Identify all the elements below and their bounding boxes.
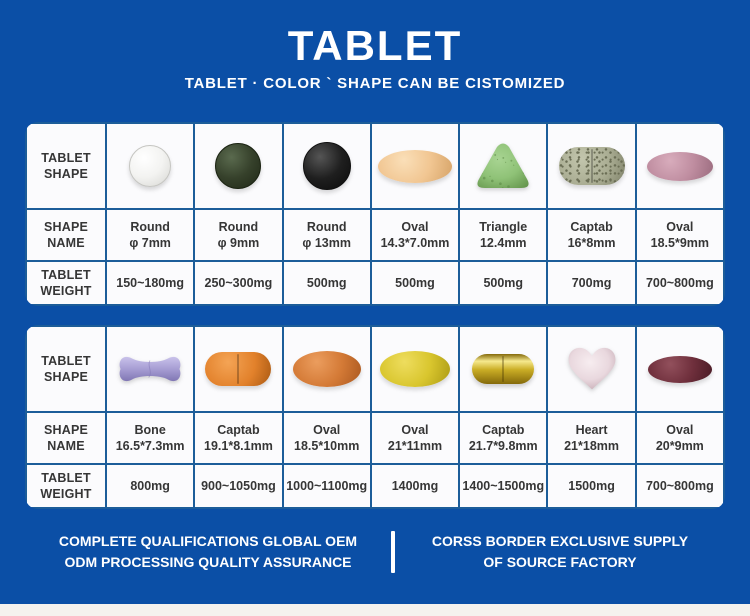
name-cell — [284, 413, 370, 463]
row-label-line: SHAPE — [43, 370, 89, 384]
row-label-line: NAME — [47, 439, 85, 453]
shape-name-line: φ 9mm — [217, 236, 260, 250]
weight-cell: 700~800mg — [637, 465, 723, 507]
shape-name-line: Oval — [313, 422, 341, 437]
page-title: TABLET — [287, 22, 463, 69]
footer-right-line1: CORSS BORDER EXCLUSIVE SUPPLY — [431, 533, 689, 549]
shape-name-line: 18.5*9mm — [650, 236, 710, 250]
weight-cell: 1000~1100mg — [284, 465, 370, 507]
shape-name-line: Triangle — [479, 219, 528, 234]
weight-cell: 500mg — [284, 262, 370, 304]
pill-triangle — [475, 141, 531, 191]
shape-name-line: Round — [130, 219, 170, 234]
name-cell — [195, 413, 281, 463]
table-row-shape — [27, 124, 723, 208]
shape-name-line: Round — [306, 219, 347, 234]
shape-name-line: Oval — [666, 422, 694, 437]
shape-cell — [107, 327, 193, 411]
pill-captab — [559, 147, 625, 185]
footer-right-text — [395, 531, 725, 573]
weight-cell: 1400~1500mg — [460, 465, 546, 507]
pill-bone — [118, 352, 182, 386]
pill-oval — [293, 351, 361, 387]
shape-name-line: Heart — [575, 422, 608, 437]
pill-capsule — [472, 354, 534, 384]
name-cell — [460, 413, 546, 463]
weight-cell: 1500mg — [548, 465, 634, 507]
page-subtitle: TABLET · COLOR ` SHAPE CAN BE CISTOMIZED — [184, 75, 566, 92]
shape-name-line: Bone — [134, 422, 166, 437]
row-label-line: SHAPE — [43, 167, 89, 181]
row-label-line: TABLET — [41, 267, 91, 282]
shape-name-line: 18.5*10mm — [294, 439, 360, 453]
pill-round — [303, 142, 351, 190]
weight-cell: 700~800mg — [637, 262, 723, 304]
name-cell — [107, 210, 193, 260]
shape-name-line: 20*9mm — [655, 439, 704, 453]
row-label-weight — [27, 262, 105, 304]
shape-cell — [548, 327, 634, 411]
weight-cell: 150~180mg — [107, 262, 193, 304]
row-label-line: SHAPE — [43, 219, 89, 234]
footer-left-line1: COMPLETE QUALIFICATIONS GLOBAL OEM — [58, 533, 358, 549]
shape-name-line: Captab — [482, 422, 525, 437]
row-label-line: TABLET — [41, 470, 91, 485]
pill-oval — [647, 152, 713, 181]
bottom-strip — [0, 604, 750, 616]
shape-cell — [637, 327, 723, 411]
shape-cell — [460, 124, 546, 208]
row-label-shape — [27, 327, 105, 411]
shape-name-line: φ 13mm — [302, 236, 351, 250]
shape-name-line: 12.4mm — [479, 236, 527, 250]
shape-cell — [195, 327, 281, 411]
pill-oval — [380, 351, 450, 387]
footer-banner — [25, 531, 725, 573]
row-label-line: WEIGHT — [40, 487, 92, 501]
pill-score-line — [237, 354, 239, 384]
name-cell — [372, 413, 458, 463]
shape-name-line: 16.5*7.3mm — [115, 439, 185, 453]
pill-score-line — [591, 149, 593, 182]
name-cell — [637, 413, 723, 463]
shape-cell — [107, 124, 193, 208]
shape-name-line: Captab — [570, 219, 613, 234]
shape-name-line: Round — [218, 219, 259, 234]
row-label-weight — [27, 465, 105, 507]
shape-name-line: Oval — [401, 422, 429, 437]
weight-cell: 250~300mg — [195, 262, 281, 304]
table-row-name — [27, 413, 723, 463]
table-row-weight — [27, 465, 723, 507]
footer-left-text — [25, 531, 391, 573]
shape-cell — [548, 124, 634, 208]
shape-name-line: φ 7mm — [129, 236, 171, 250]
shape-cell — [284, 327, 370, 411]
row-label-line: NAME — [47, 236, 85, 250]
name-cell — [107, 413, 193, 463]
shape-name-line: 21*11mm — [387, 439, 443, 453]
row-label-line: SHAPE — [43, 422, 89, 437]
name-cell — [548, 413, 634, 463]
row-label-line: WEIGHT — [40, 284, 92, 298]
table-row-weight — [27, 262, 723, 304]
shape-name-line: 14.3*7.0mm — [380, 236, 450, 250]
table-row-shape — [27, 327, 723, 411]
pill-captab — [205, 352, 271, 386]
name-cell — [372, 210, 458, 260]
shape-name-line: 19.1*8.1mm — [204, 439, 273, 453]
pill-score-line — [502, 356, 504, 382]
row-label-name — [27, 413, 105, 463]
shape-name-line: 21*18mm — [564, 439, 619, 453]
pill-round — [129, 145, 171, 187]
shape-name-line: Captab — [217, 422, 260, 437]
name-cell — [195, 210, 281, 260]
table-row-name — [27, 210, 723, 260]
weight-cell: 500mg — [372, 262, 458, 304]
shape-name-line: Oval — [401, 219, 429, 234]
name-cell — [460, 210, 546, 260]
shape-name-line: Oval — [666, 219, 694, 234]
weight-cell: 800mg — [107, 465, 193, 507]
weight-cell: 700mg — [548, 262, 634, 304]
weight-cell: 1400mg — [372, 465, 458, 507]
row-label-line: TABLET — [41, 353, 91, 368]
tablet-spec-table-1 — [25, 122, 725, 306]
pill-heart — [567, 346, 617, 392]
footer-right-line2: OF SOURCE FACTORY — [483, 554, 637, 570]
row-label-name — [27, 210, 105, 260]
page-header — [0, 0, 750, 92]
footer-left-line2: ODM PROCESSING QUALITY ASSURANCE — [64, 554, 352, 570]
pill-oval — [648, 356, 712, 383]
name-cell — [548, 210, 634, 260]
row-label-line: TABLET — [41, 150, 91, 165]
pill-oval — [378, 150, 452, 183]
shape-cell — [372, 124, 458, 208]
shape-cell — [195, 124, 281, 208]
shape-cell — [372, 327, 458, 411]
shape-cell — [460, 327, 546, 411]
shape-name-line: 21.7*9.8mm — [468, 439, 538, 453]
name-cell — [284, 210, 370, 260]
row-label-shape — [27, 124, 105, 208]
weight-cell: 900~1050mg — [195, 465, 281, 507]
tablet-spec-table-2 — [25, 325, 725, 509]
name-cell — [637, 210, 723, 260]
shape-cell — [284, 124, 370, 208]
pill-round — [215, 143, 261, 189]
shape-name-line: 16*8mm — [567, 236, 616, 250]
weight-cell: 500mg — [460, 262, 546, 304]
shape-cell — [637, 124, 723, 208]
